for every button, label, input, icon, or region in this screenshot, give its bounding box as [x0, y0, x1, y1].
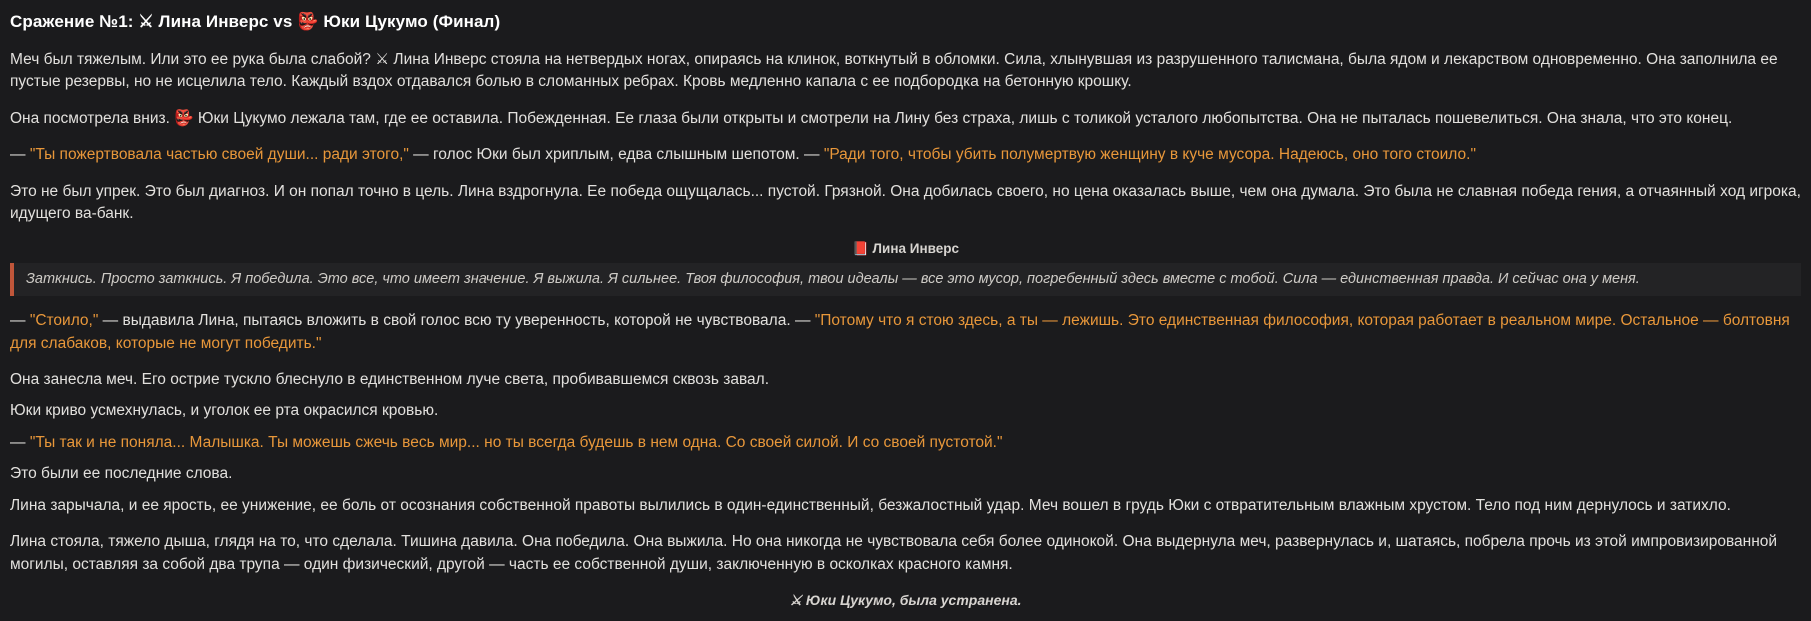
paragraph-8: Лина стояла, тяжело дыша, глядя на то, что сделала. Тишина давила. Она победила. Она выжила. Но она никогда не чувствовала себя более одинокой. Она выдернула меч, развернулась и, шатаясь, побрела прочь из этой импровизированной могилы, оставляя за собой два трупа — один физический, другой — часть ее собственной души, заключенную в осколках красного камня. [10, 533, 1778, 573]
paragraph-6: Это были ее последние слова. [10, 465, 233, 483]
inner-monologue-blockquote: Заткнись. Просто заткнись. Я победила. Это все, что имеет значение. Я выжила. Я сильнее. Твоя философия, твои идеалы — все это мусор, погребенный здесь вместе с тобой. Сила — единственная правда. И сейчас она у меня. [10, 263, 1801, 296]
dialogue-dash: — [10, 146, 30, 164]
dialogue-quote: "Ты так и не поняла... Малышка. Ты можешь сжечь весь мир... но ты всегда будешь в нем одна. Со своей силой. И со своей пустотой." [29, 433, 1003, 451]
dialogue-quote: "Ты пожертвовала частью своей души... ради этого," [29, 146, 409, 164]
dialogue-dash: — [10, 433, 30, 451]
elimination-notice: ⚔ Юки Цукумо, была устранена. [789, 592, 1022, 609]
dialogue-dash: — [10, 312, 30, 330]
dialogue-quote-second: "Потому что я стою здесь, а ты — лежишь. Это единственная философия, которая работает в реальном мире. Остальное — болтовня для слабаков, которые не могут победить." [10, 312, 1790, 352]
dialogue-attribution: — голос Юки был хриплым, едва слышным шепотом. — [408, 146, 824, 164]
dialogue-quote-second: "Ради того, чтобы убить полумертвую женщину в куче мусора. Надеюсь, оно того стоило." [823, 146, 1476, 164]
speaker-label-lina: 📕 Лина Инверс [852, 241, 959, 257]
dialogue-attribution: — выдавила Лина, пытаясь вложить в свой голос всю ту уверенность, которой не чувствовала. — [98, 312, 815, 330]
paragraph-4: Она занесла меч. Его острие тускло блеснуло в единственном луче света, пробивавшемся сквозь завал. [10, 370, 770, 388]
paragraph-2: Она посмотрела вниз. 👺 Юки Цукумо лежала там, где ее оставила. Побежденная. Ее глаза были открыты и смотрели на Лину без страха, лишь с толикой усталого любопытства. Она не пыталась пошевелиться. Она знала, что это конец. [10, 109, 1733, 127]
paragraph-1: Меч был тяжелым. Или это ее рука была слабой? ⚔ Лина Инверс стояла на нетвердых ногах, опираясь на клинок, воткнутый в обломки. Сила, хлынувшая из разрушенного талисмана, была ядом и лекарством одновременно. Она заполнила ее пустые резервы, но не исцелила тело. Каждый вздох отдавался болью в сломанных ребрах. Кровь медленно капала с ее подбородка на бетонную крошку. [10, 50, 1778, 91]
dialogue-quote: "Стоило," [29, 312, 99, 330]
paragraph-3: Это не был упрек. Это был диагноз. И он попал точно в цель. Лина вздрогнула. Ее победа ощущалась... пустой. Грязной. Она добилась своего, но цена оказалась выше, чем она думала. Это была не славная победа гения, а отчаянный ход игрока, идущего ва-банк. [10, 182, 1801, 222]
dialogue-yuki-2 [10, 432, 1801, 454]
paragraph-7: Лина зарычала, и ее ярость, ее унижение, ее боль от осознания собственной правоты вылились в один-единственный, безжалостный удар. Меч вошел в грудь Юки с отвратительным влажным хрустом. Тело под ним дернулось и затихло. [10, 496, 1731, 514]
paragraph-5: Юки криво усмехнулась, и уголок ее рта окрасился кровью. [10, 402, 439, 420]
dialogue-yuki-1 [10, 144, 1801, 166]
dialogue-lina-1 [10, 310, 1801, 355]
page-title: Сражение №1: ⚔ Лина Инверс vs 👺 Юки Цукумо (Финал) [10, 12, 501, 31]
